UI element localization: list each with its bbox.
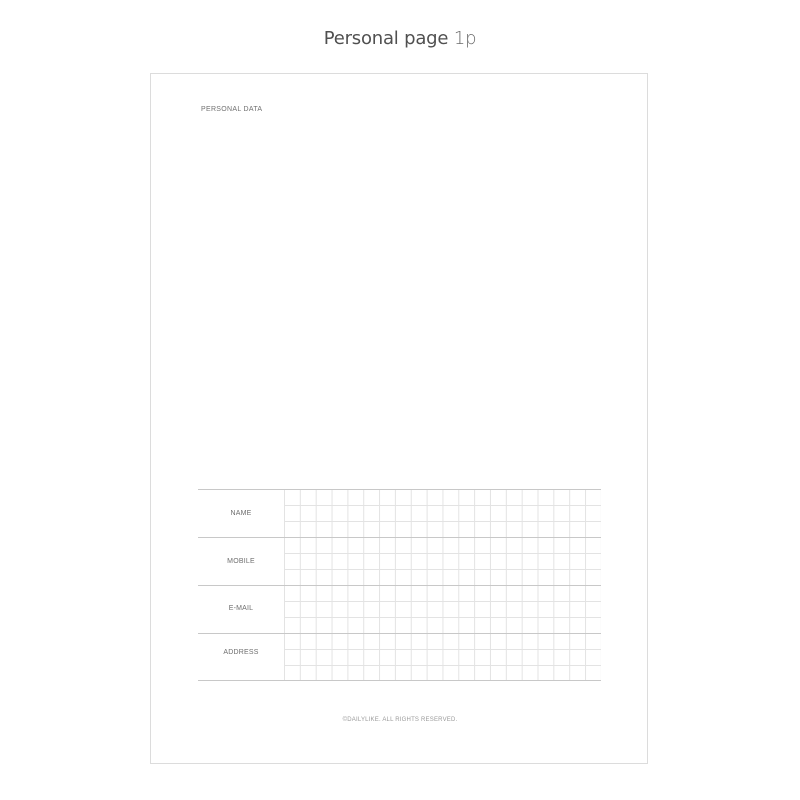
- form-divider: [198, 489, 601, 490]
- form-divider: [198, 680, 601, 681]
- page-number: 1p: [453, 28, 477, 49]
- mobile-label: MOBILE: [227, 558, 255, 565]
- page-heading: [0, 28, 800, 49]
- form-divider: [198, 633, 601, 634]
- copyright-notice: ©DAILYLIKE. ALL RIGHTS RESERVED.: [342, 717, 458, 723]
- planner-sheet: [150, 73, 648, 764]
- form-divider: [198, 585, 601, 586]
- email-label: E-MAIL: [228, 605, 254, 612]
- page-heading-text: Personal page: [323, 28, 449, 49]
- name-label: NAME: [230, 510, 252, 517]
- address-label: ADDRESS: [223, 649, 259, 656]
- section-title: PERSONAL DATA: [201, 106, 263, 113]
- personal-data-form: [198, 489, 601, 681]
- form-divider: [198, 537, 601, 538]
